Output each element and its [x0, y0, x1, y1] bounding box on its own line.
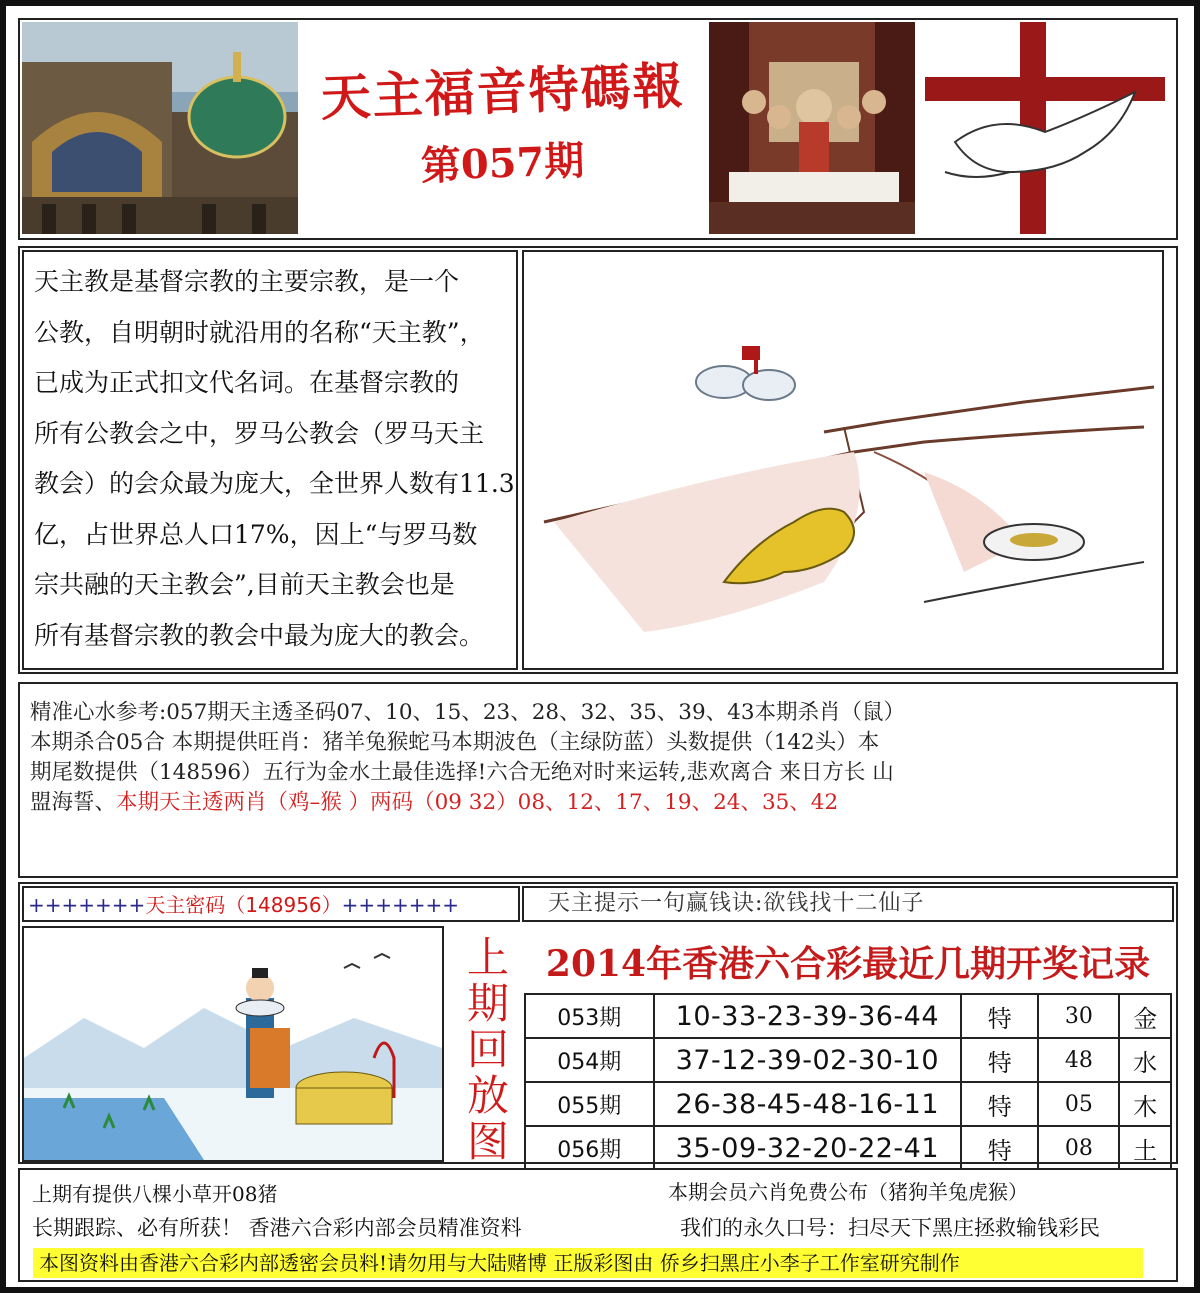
table-row: [525, 994, 1171, 1038]
reference-line: [30, 788, 1168, 818]
special-number: 05: [1038, 1082, 1119, 1126]
intro-line: 公教，自明朝时就沿用的名称“天主教”，: [34, 317, 485, 347]
element-cell: 水: [1119, 1038, 1171, 1082]
table-row: [525, 1082, 1171, 1126]
last-replay-label: [462, 935, 514, 1165]
intro-line: 天主教是基督宗教的主要宗教，是一个: [34, 267, 460, 296]
table-row: [525, 1126, 1171, 1170]
reference-line-4-start: 盟海誓、: [30, 790, 117, 815]
element-cell: 土: [1119, 1126, 1171, 1170]
numbers-cell: 10-33-23-39-36-44: [654, 994, 962, 1038]
numbers-cell: 37-12-39-02-30-10: [654, 1038, 962, 1082]
plus-decoration: +++++++: [28, 893, 146, 917]
special-label: 特: [961, 1082, 1038, 1126]
intro-text-box: [22, 250, 518, 670]
cross-dove-image: [915, 22, 1174, 234]
issue-number: 第057期: [420, 137, 586, 190]
masthead: [300, 22, 705, 234]
footer-banner: 本图资料由香港六合彩内部透密会员料!请勿用与大陆赌博 正版彩图由 侨乡扫黑庄小李子工作室研究制作: [33, 1248, 1143, 1278]
reference-line: 期尾数提供（148596）五行为金水土最佳选择!六合无绝对时来运转,悲欢离合 来日方长 山: [30, 760, 894, 785]
secret-code-label: 天主密码（148956）: [145, 893, 342, 917]
footer-left-2: 长期跟踪、必有所获！ 香港六合彩内部会员精准资料: [32, 1216, 522, 1240]
intro-line: 宗共融的天主教会”,目前天主教会也是: [34, 570, 455, 599]
last-replay-image: [22, 926, 444, 1162]
vertical-char: 回: [466, 1025, 509, 1074]
issue-cell: 056期: [525, 1126, 654, 1170]
intro-line: 已成为正式扣文代名词。在基督宗教的: [34, 368, 460, 397]
issue-cell: 054期: [525, 1038, 654, 1082]
special-label: 特: [961, 994, 1038, 1038]
vertical-char: 图: [466, 1117, 509, 1166]
intro-line: 所有基督宗教的教会中最为庞大的教会。: [34, 620, 485, 650]
reference-box: [18, 682, 1178, 878]
results-table: [524, 993, 1172, 1171]
vertical-char: 放: [466, 1071, 509, 1120]
intro-text: [24, 252, 516, 661]
table-row: [525, 1038, 1171, 1082]
numbers-cell: 26-38-45-48-16-11: [654, 1082, 962, 1126]
hint-text: 天主提示一句赢钱诀:欲钱找十二仙子: [548, 891, 925, 916]
special-label: 特: [961, 1126, 1038, 1170]
footer-right-2: 我们的永久口号：扫尽天下黑庄拯救输钱彩民: [680, 1216, 1100, 1240]
intro-line: 亿，占世界总人口17%，因上“与罗马数: [34, 519, 478, 549]
footer-left-1: 上期有提供八棵小草开08猪: [32, 1182, 278, 1206]
element-cell: 金: [1119, 994, 1171, 1038]
paper-title: 天主福音特碼報: [319, 55, 686, 128]
reference-highlight: 本期天主透两肖（鸡–猴 ）两码（09 32）08、12、17、19、24、35、42: [116, 790, 839, 815]
puzzle-illustration: [522, 250, 1164, 670]
results-title: 2014年香港六合彩最近几期开奖记录: [545, 943, 1151, 985]
reference-line: 精准心水参考:057期天主透圣码07、10、15、23、28、32、35、39、43本期杀肖（鼠）: [30, 700, 906, 725]
issue-cell: 053期: [525, 994, 654, 1038]
secret-code: [28, 889, 459, 918]
issue-cell: 055期: [525, 1082, 654, 1126]
special-number: 48: [1038, 1038, 1119, 1082]
reference-line: 本期杀合05合 本期提供旺肖：猪羊兔猴蛇马本期波色（主绿防蓝）头数提供（142头）本: [30, 730, 880, 755]
reference-text: [20, 684, 1176, 818]
vertical-char: 上: [466, 933, 509, 982]
special-number: 30: [1038, 994, 1119, 1038]
vertical-char: 期: [466, 979, 509, 1028]
last-supper-image: [709, 22, 915, 234]
element-cell: 木: [1119, 1082, 1171, 1126]
special-label: 特: [961, 1038, 1038, 1082]
intro-line: 教会）的会众最为庞大，全世界人数有11.3: [34, 469, 515, 498]
footer-right-1: 本期会员六肖免费公布（猪狗羊兔虎猴）: [668, 1180, 1028, 1204]
intro-line: 所有公教会之中，罗马公教会（罗马天主: [34, 418, 485, 448]
numbers-cell: 35-09-32-20-22-41: [654, 1126, 962, 1170]
cathedral-image: [22, 22, 298, 234]
plus-decoration: +++++++: [341, 893, 459, 917]
special-number: 08: [1038, 1126, 1119, 1170]
